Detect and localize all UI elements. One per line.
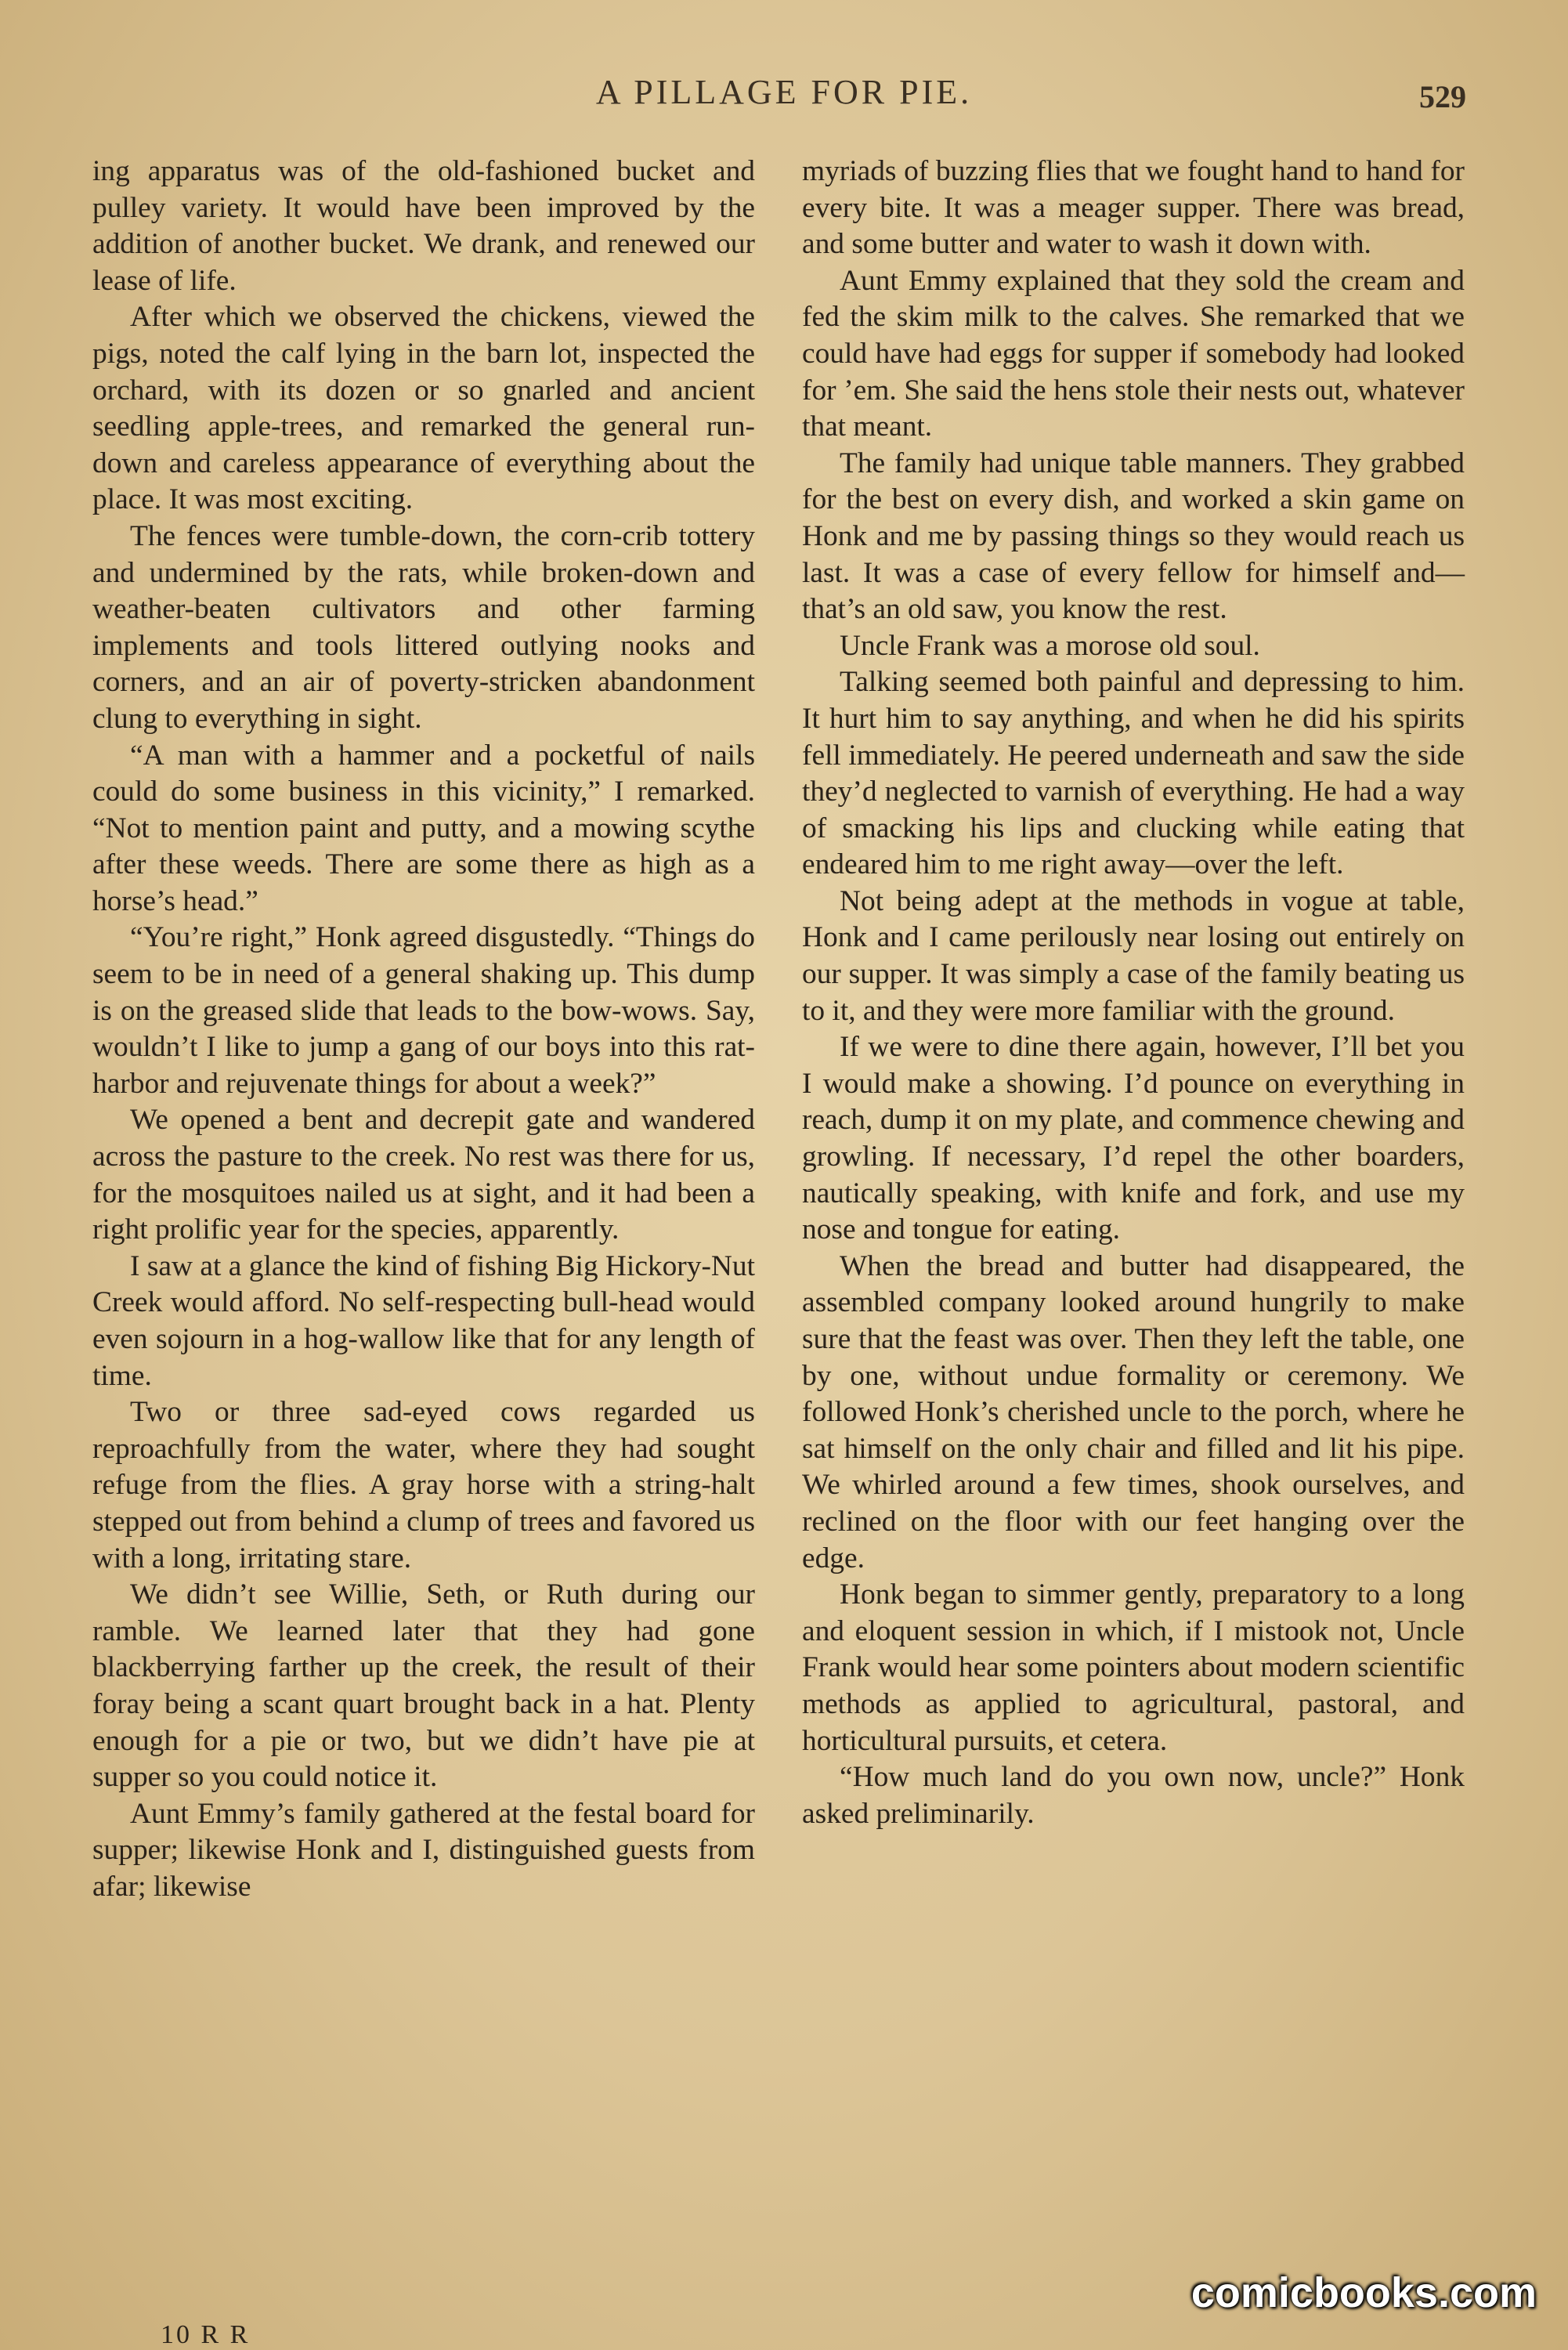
paragraph: Honk began to simmer gently, preparatory to a long and eloquent session in which, if I mistook not, Uncle Frank would hear some pointers about modern scientific methods as applied to agricultural, pastoral, and horticultural pursuits, et cetera.	[802, 1578, 1465, 1757]
paragraph: “You’re right,” Honk agreed disgustedly. “Things do seem to be in need of a general shaking up. This dump is on the greased slide that leads to the bow-wows. Say, wouldn’t I like to jump a gang of our boys into this rat-harbor and rejuvenate things for about a week?”	[92, 921, 755, 1100]
paragraph: I saw at a glance the kind of fishing Big Hickory-Nut Creek would afford. No self-respecting bull-head would even sojourn in a hog-wallow like that for any length of time.	[92, 1249, 755, 1392]
paragraph: We opened a bent and decrepit gate and wandered across the pasture to the creek. No rest was there for us, for the mosquitoes nailed us at sight, and it had been a right prolific year for the species, apparently.	[92, 1104, 755, 1246]
paragraph: Uncle Frank was a morose old soul.	[840, 629, 1260, 662]
paragraph: If we were to dine there again, however, I’ll bet you I would make a showing. I’d pounce on everything in reach, dump it on my plate, and commence chewing and growling. If necessary, I’d repel the other boarders, nautically speaking, with knife and fork, and use my nose and tongue for eating.	[802, 1031, 1465, 1246]
paragraph: After which we observed the chickens, viewed the pigs, noted the calf lying in the barn lot, inspected the orchard, with its dozen or so gnarled and ancient seedling apple-trees, and remarked the general run-down and careless appearance of everything about the place. It was most exciting.	[92, 301, 755, 516]
text-column-left	[92, 154, 755, 1906]
paragraph: We didn’t see Willie, Seth, or Ruth during our ramble. We learned later that they had gone blackberrying farther up the creek, the result of their foray being a scant quart brought back in a hat. Plenty enough for a pie or two, but we didn’t have pie at supper so you could notice it.	[92, 1578, 755, 1794]
paragraph: myriads of buzzing flies that we fought hand to hand for every bite. It was a meager supper. There was bread, and some butter and water to wash it down with.	[802, 155, 1465, 261]
paragraph: Not being adept at the methods in vogue at table, Honk and I came perilously near losing out entirely on our supper. It was simply a case of the family beating us to it, and they were more familiar with the ground.	[802, 884, 1465, 1027]
page-number: 529	[1419, 79, 1466, 114]
paragraph: The family had unique table manners. They grabbed for the best on every dish, and worked a skin game on Honk and me by passing things so they would reach us last. It was a case of every fellow for himself and—that’s an old saw, you know the rest.	[802, 446, 1465, 626]
signature-mark: 10 R R	[161, 2320, 251, 2349]
text-column-right	[802, 154, 1465, 1832]
paragraph: ing apparatus was of the old-fashioned bucket and pulley variety. It would have been improved by the addition of another bucket. We drank, and renewed our lease of life.	[92, 155, 755, 297]
paragraph: Talking seemed both painful and depressing to him. It hurt him to say anything, and when he did his spirits fell immediately. He peered underneath and saw the side they’d neglected to varnish of everything. He had a way of smacking his lips and clucking while eating that endeared him to me right away—over the left.	[802, 666, 1465, 881]
paragraph: “A man with a hammer and a pocketful of nails could do some business in this vicinity,” I remarked. “Not to mention paint and putty, and a mowing scythe after these weeds. There are some there as high as a horse’s head.”	[92, 739, 755, 917]
paragraph: Aunt Emmy’s family gathered at the festal board for supper; likewise Honk and I, distinguished guests from afar; likewise	[92, 1797, 755, 1903]
paragraph: “How much land do you own now, uncle?” Honk asked preliminarily.	[802, 1761, 1465, 1830]
paragraph: Two or three sad-eyed cows regarded us reproachfully from the water, where they had sought refuge from the flies. A gray horse with a string-halt stepped out from behind a clump of trees and favored us with a long, irritating stare.	[92, 1396, 755, 1574]
paragraph: When the bread and butter had disappeared, the assembled company looked around hungrily to make sure that the feast was over. Then they left the table, one by one, without undue formality or ceremony. We followed Honk’s cherished uncle to the porch, where he sat himself on the only chair and filled and lit his pipe. We whirled around a few times, shook ourselves, and reclined on the floor with our feet hanging over the edge.	[802, 1249, 1465, 1574]
paragraph: The fences were tumble-down, the corn-crib tottery and undermined by the rats, while broken-down and weather-beaten cultivators and other farming implements and tools littered outlying nooks and corners, and an air of poverty-stricken abandonment clung to everything in sight.	[92, 519, 755, 735]
paragraph: Aunt Emmy explained that they sold the cream and fed the skim milk to the calves. She remarked that we could have had eggs for supper if somebody had looked for ’em. She said the hens stole their nests out, whatever that meant.	[802, 264, 1465, 443]
running-head-title: A PILLAGE FOR PIE.	[595, 73, 973, 111]
watermark: comicbooks.com	[1190, 2269, 1537, 2316]
